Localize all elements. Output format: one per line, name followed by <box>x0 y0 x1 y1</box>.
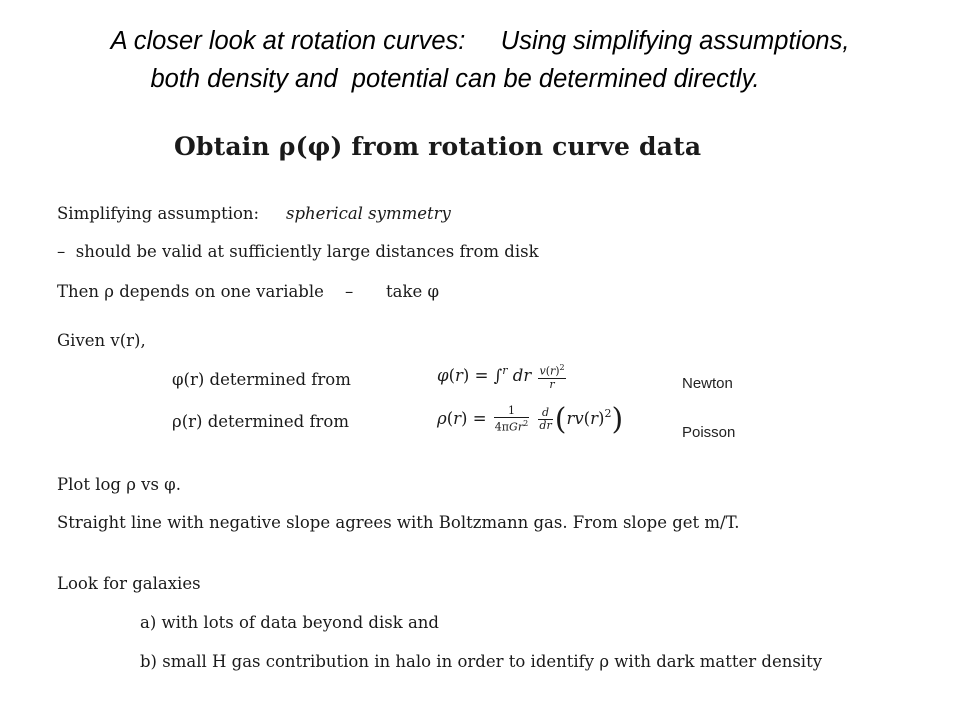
slide-title-line-1: A closer look at rotation curves: Using simplifying assumptions, <box>110 27 850 55</box>
look-for-text: Look for galaxies <box>57 574 201 593</box>
depends-text: Then ρ depends on one variable <box>57 282 324 301</box>
validity-note: – should be valid at sufficiently large distances from disk <box>57 242 539 261</box>
given-text: Given v(r), <box>57 331 146 350</box>
equation-2-formula: ρ(r) = $\frac{1}{4\pi Gr^2}$ $\frac{d}{dr}$ $(rv(r)^2)$ <box>437 402 624 437</box>
criterion-b: b) small H gas contribution in halo in order to identify ρ with dark matter density <box>140 652 823 671</box>
poisson-label: Poisson <box>682 424 736 441</box>
newton-label: Newton <box>682 375 733 392</box>
assumption-label: Simplifying assumption: <box>57 204 260 223</box>
equation-1-formula: φ(r) = ∫$^r$ dr $\frac{v(r)^2}{r}$ <box>437 363 565 391</box>
straight-line-text: Straight line with negative slope agrees with Boltzmann gas. From slope get m/T. <box>57 513 740 532</box>
section-heading: Obtain ρ(φ) from rotation curve data <box>174 132 702 161</box>
equation-1-lhs: φ(r) determined from <box>172 370 351 389</box>
depends-dash: – <box>345 282 354 301</box>
equation-2-lhs: ρ(r) determined from <box>172 412 350 431</box>
assumption-value: spherical symmetry <box>286 204 451 223</box>
slide-title <box>0 22 960 98</box>
slide-title-line-2: both density and potential can be determined directly. <box>150 65 760 93</box>
criterion-a: a) with lots of data beyond disk and <box>140 613 439 632</box>
plot-text: Plot log ρ vs φ. <box>57 475 181 494</box>
depends-take: take φ <box>386 282 440 301</box>
